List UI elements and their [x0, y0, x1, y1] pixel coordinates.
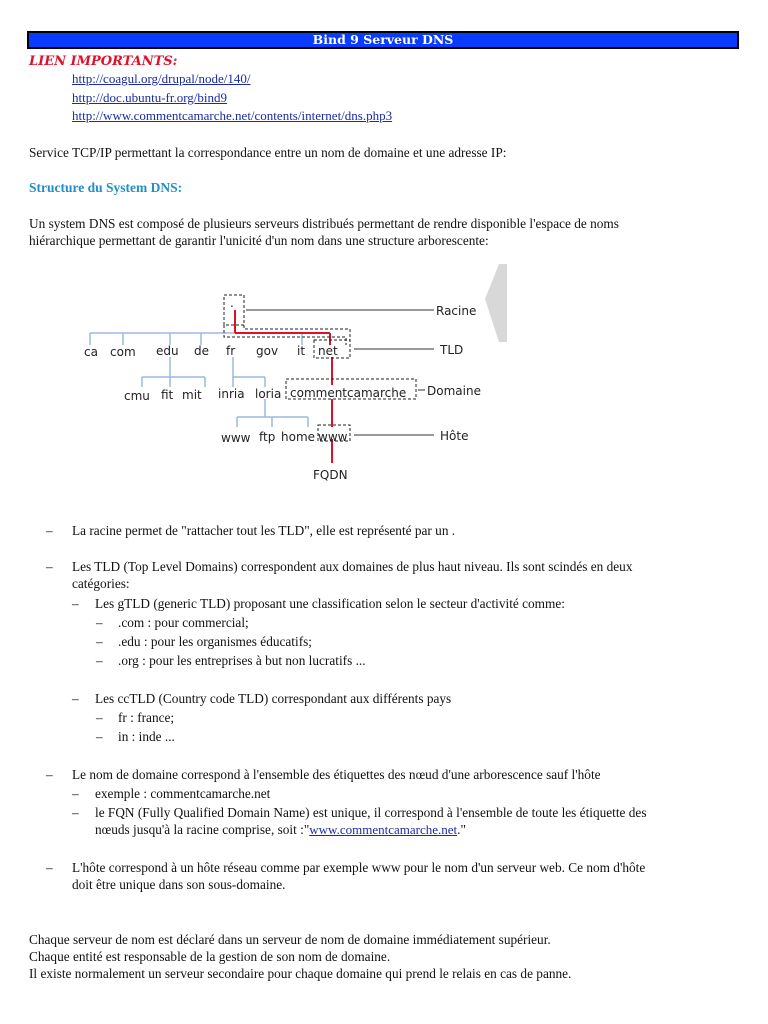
- label-fqdn: FQDN: [313, 468, 348, 482]
- dash: –: [96, 634, 103, 649]
- structure-heading: Structure du System DNS:: [29, 180, 183, 195]
- fqn-line-2: [95, 821, 466, 838]
- domain-mit: mit: [182, 388, 202, 402]
- bullet-hote-line-2: doit être unique dans son sous-domaine.: [72, 877, 286, 892]
- closing-line-2: Chaque entité est responsable de la gestion de son nom de domaine.: [29, 949, 391, 964]
- domain-commentcamarche: commentcamarche: [290, 386, 407, 400]
- link-coagul[interactable]: http://coagul.org/drupal/node/140/: [72, 71, 251, 86]
- gtld-item-org: .org : pour les entreprises à but non lucratifs ...: [118, 653, 366, 668]
- bullet-racine: La racine permet de "rattacher tout les TLD", elle est représenté par un .: [72, 523, 456, 538]
- domain-cmu: cmu: [124, 389, 150, 403]
- bullet-tld-line-1: Les TLD (Top Level Domains) correspondent aux domaines de plus haut niveau. Ils sont scindés en deux: [72, 559, 633, 574]
- fqn-line-1: le FQN (Fully Qualified Domain Name) est unique, il correspond à l'ensemble de toute les étiquette des: [95, 805, 647, 820]
- tld-de: de: [194, 344, 209, 358]
- link-commentcamarche[interactable]: http://www.commentcamarche.net/contents/internet/dns.php3: [72, 108, 393, 123]
- tld-it: it: [297, 344, 306, 358]
- host-ftp: ftp: [259, 430, 276, 444]
- tld-gov: gov: [256, 344, 279, 358]
- tld-edu: edu: [156, 344, 179, 358]
- dash: –: [96, 615, 103, 630]
- dash: –: [46, 559, 53, 574]
- cctld-item-in: in : inde ...: [118, 729, 175, 744]
- dash: –: [96, 729, 103, 744]
- bullet-domaine: Le nom de domaine correspond à l'ensemble des étiquettes des nœud d'une arborescence sauf l'hôte: [72, 767, 601, 782]
- domain-inria: inria: [218, 387, 245, 401]
- dns-tree-diagram: [60, 285, 500, 495]
- tld-ca: ca: [84, 345, 98, 359]
- dash: –: [46, 860, 53, 875]
- host-www-commentcamarche: www: [318, 430, 348, 444]
- label-domaine: Domaine: [427, 384, 481, 398]
- cctld-item-fr: fr : france;: [118, 710, 175, 725]
- dash: –: [46, 767, 53, 782]
- structure-text-line-2: hiérarchique permettant de garantir l'unicité d'un nom dans une structure arborescente:: [29, 233, 489, 248]
- closing-line-3: Il existe normalement un serveur secondaire pour chaque domaine qui prend le relais en cas de panne.: [29, 966, 572, 981]
- tld-fr: fr: [226, 344, 236, 358]
- fqn-line-2-end: .": [457, 822, 466, 837]
- closing-line-1: Chaque serveur de nom est déclaré dans un serveur de nom de domaine immédiatement supérieur.: [29, 932, 551, 947]
- dash: –: [96, 710, 103, 725]
- host-www: www: [221, 431, 251, 445]
- host-home: home: [281, 430, 316, 444]
- tld-net: net: [318, 344, 338, 358]
- dash: –: [96, 653, 103, 668]
- dash: –: [46, 523, 53, 538]
- tld-com: com: [110, 345, 136, 359]
- dash: –: [72, 691, 79, 706]
- intro-text: Service TCP/IP permettant la correspondance entre un nom de domaine et une adresse IP:: [29, 145, 507, 160]
- fqn-line-2-text: nœuds jusqu'à la racine comprise, soit :": [95, 822, 310, 837]
- domain-fit: fit: [161, 388, 174, 402]
- gtld-item-edu: .edu : pour les organismes éducatifs;: [118, 634, 312, 649]
- link-ubuntu-fr[interactable]: http://doc.ubuntu-fr.org/bind9: [72, 90, 228, 105]
- bullet-cctld: Les ccTLD (Country code TLD) correspondant aux différents pays: [95, 691, 452, 706]
- dash: –: [72, 786, 79, 801]
- bullet-tld-line-2: catégories:: [72, 576, 130, 591]
- gtld-item-com: .com : pour commercial;: [118, 615, 249, 630]
- tree-root: .: [230, 296, 234, 310]
- bullet-gtld: Les gTLD (generic TLD) proposant une classification selon le secteur d'activité comme:: [95, 596, 565, 611]
- domaine-example: exemple : commentcamarche.net: [95, 786, 271, 801]
- label-tld: TLD: [440, 343, 464, 357]
- bullet-hote-line-1: L'hôte correspond à un hôte réseau comme par exemple www pour le nom d'un serveur web. Ce nom d'hôte: [72, 860, 646, 875]
- document-title: Bind 9 Serveur DNS: [27, 31, 739, 49]
- links-heading: LIEN IMPORTANTS:: [29, 54, 178, 69]
- fqn-link[interactable]: www.commentcamarche.net: [309, 822, 458, 837]
- label-hote: Hôte: [440, 429, 469, 443]
- domain-loria: loria: [255, 387, 282, 401]
- dash: –: [72, 596, 79, 611]
- dash: –: [72, 805, 79, 820]
- label-racine: Racine: [436, 304, 477, 318]
- structure-text-line-1: Un system DNS est composé de plusieurs serveurs distribués permettant de rendre disponible l'espace de noms: [29, 216, 619, 231]
